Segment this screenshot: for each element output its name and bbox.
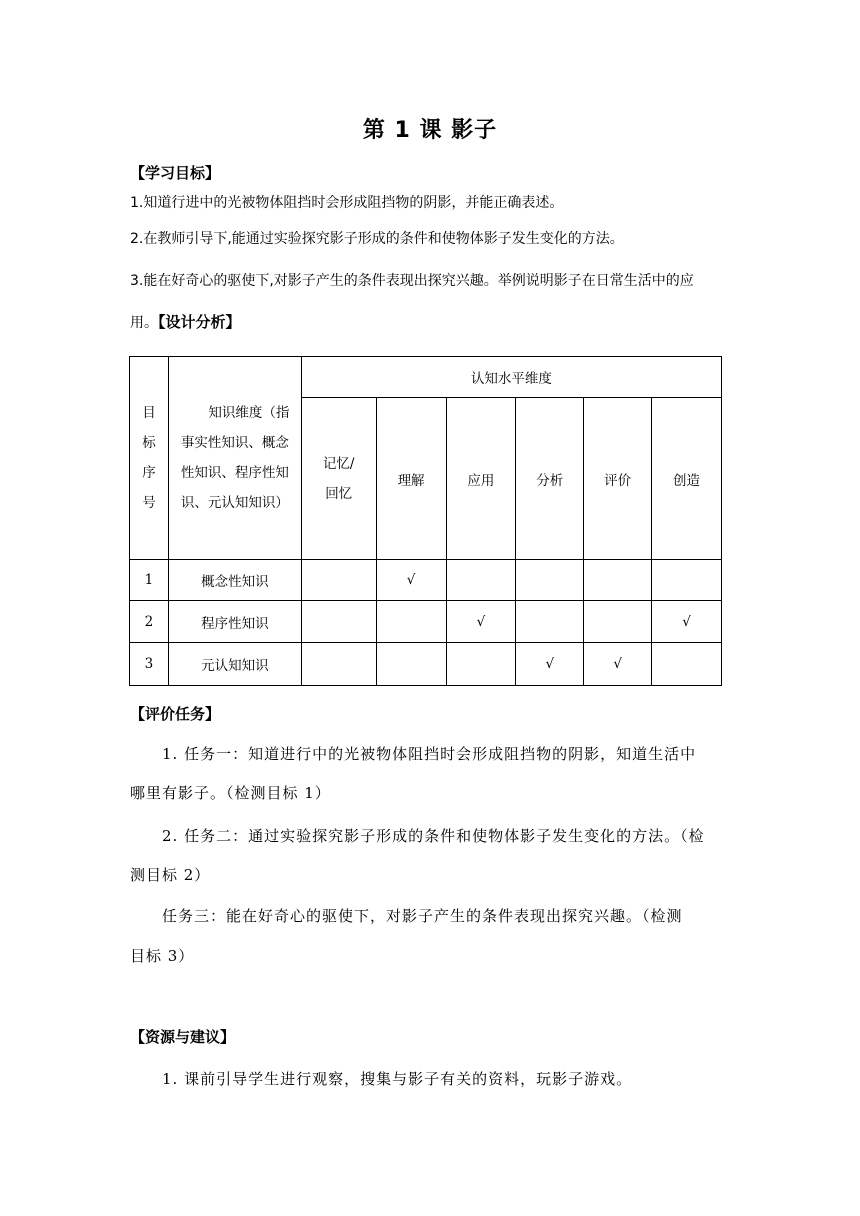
level-header-remember: 记忆/回忆 [301, 398, 376, 560]
level-cell [652, 643, 722, 686]
knowledge-dimension-header: 知识维度（指 事实性知识、概念 性知识、程序性知 识、元认知知识） [168, 357, 301, 560]
row-knowledge: 程序性知识 [168, 601, 301, 643]
level-cell [584, 560, 652, 601]
design-heading: 【设计分析】 [158, 313, 241, 331]
level-cell [376, 601, 446, 643]
level-cell [301, 601, 376, 643]
row-knowledge: 元认知知识 [168, 643, 301, 686]
objective-item: 3.能在好奇心的驱使下,对影子产生的条件表现出探究兴趣。举例说明影子在日常生活中的应 [130, 273, 694, 289]
row-number: 1 [130, 560, 169, 601]
level-cell [516, 601, 584, 643]
level-cell [301, 560, 376, 601]
row-number: 3 [130, 643, 169, 686]
level-cell [516, 560, 584, 601]
page-title: 第 1 课 影子 [362, 118, 498, 143]
objective-item: 用。 [130, 315, 158, 331]
evaluation-line: 1. 任务一：知道进行中的光被物体阻挡时会形成阻挡物的阴影，知道生活中 [162, 745, 697, 763]
objective-item: 2.在教师引导下,能通过实验探究影子形成的条件和使物体影子发生变化的方法。 [130, 231, 624, 247]
cognitive-level-header: 认知水平维度 [301, 357, 721, 398]
level-cell: √ [584, 643, 652, 686]
level-cell [376, 643, 446, 686]
table-row [130, 643, 722, 686]
level-header-apply: 应用 [446, 398, 516, 560]
table-row [130, 601, 722, 643]
evaluation-line: 测目标 2） [130, 866, 211, 884]
level-header-analyze: 分析 [516, 398, 584, 560]
evaluation-line: 哪里有影子。（检测目标 1） [130, 784, 331, 802]
design-analysis-table [129, 356, 722, 686]
level-header-evaluate: 评价 [584, 398, 652, 560]
objectives-heading: 【学习目标】 [130, 164, 221, 182]
goal-number-header: 目 标 序 号 [130, 357, 169, 560]
evaluation-line: 任务三：能在好奇心的驱使下，对影子产生的条件表现出探究兴趣。（检测 [162, 907, 683, 925]
level-header-understand: 理解 [376, 398, 446, 560]
level-cell [652, 560, 722, 601]
evaluation-line: 2. 任务二：通过实验探究影子形成的条件和使物体影子发生变化的方法。（检 [162, 827, 705, 845]
level-cell [446, 560, 516, 601]
level-cell [584, 601, 652, 643]
level-cell [301, 643, 376, 686]
level-cell: √ [376, 560, 446, 601]
level-cell [446, 643, 516, 686]
resources-heading: 【资源与建议】 [130, 1028, 236, 1046]
level-cell: √ [652, 601, 722, 643]
row-number: 2 [130, 601, 169, 643]
evaluation-line: 目标 3） [130, 947, 195, 965]
resource-item: 1. 课前引导学生进行观察，搜集与影子有关的资料，玩影子游戏。 [162, 1070, 633, 1088]
level-cell: √ [446, 601, 516, 643]
evaluation-heading: 【评价任务】 [130, 705, 221, 723]
objective-item-continued [130, 311, 241, 332]
level-header-create: 创造 [652, 398, 722, 560]
row-knowledge: 概念性知识 [168, 560, 301, 601]
table-row [130, 560, 722, 601]
level-cell: √ [516, 643, 584, 686]
objective-item: 1.知道行进中的光被物体阻挡时会形成阻挡物的阴影，并能正确表述。 [130, 195, 564, 211]
